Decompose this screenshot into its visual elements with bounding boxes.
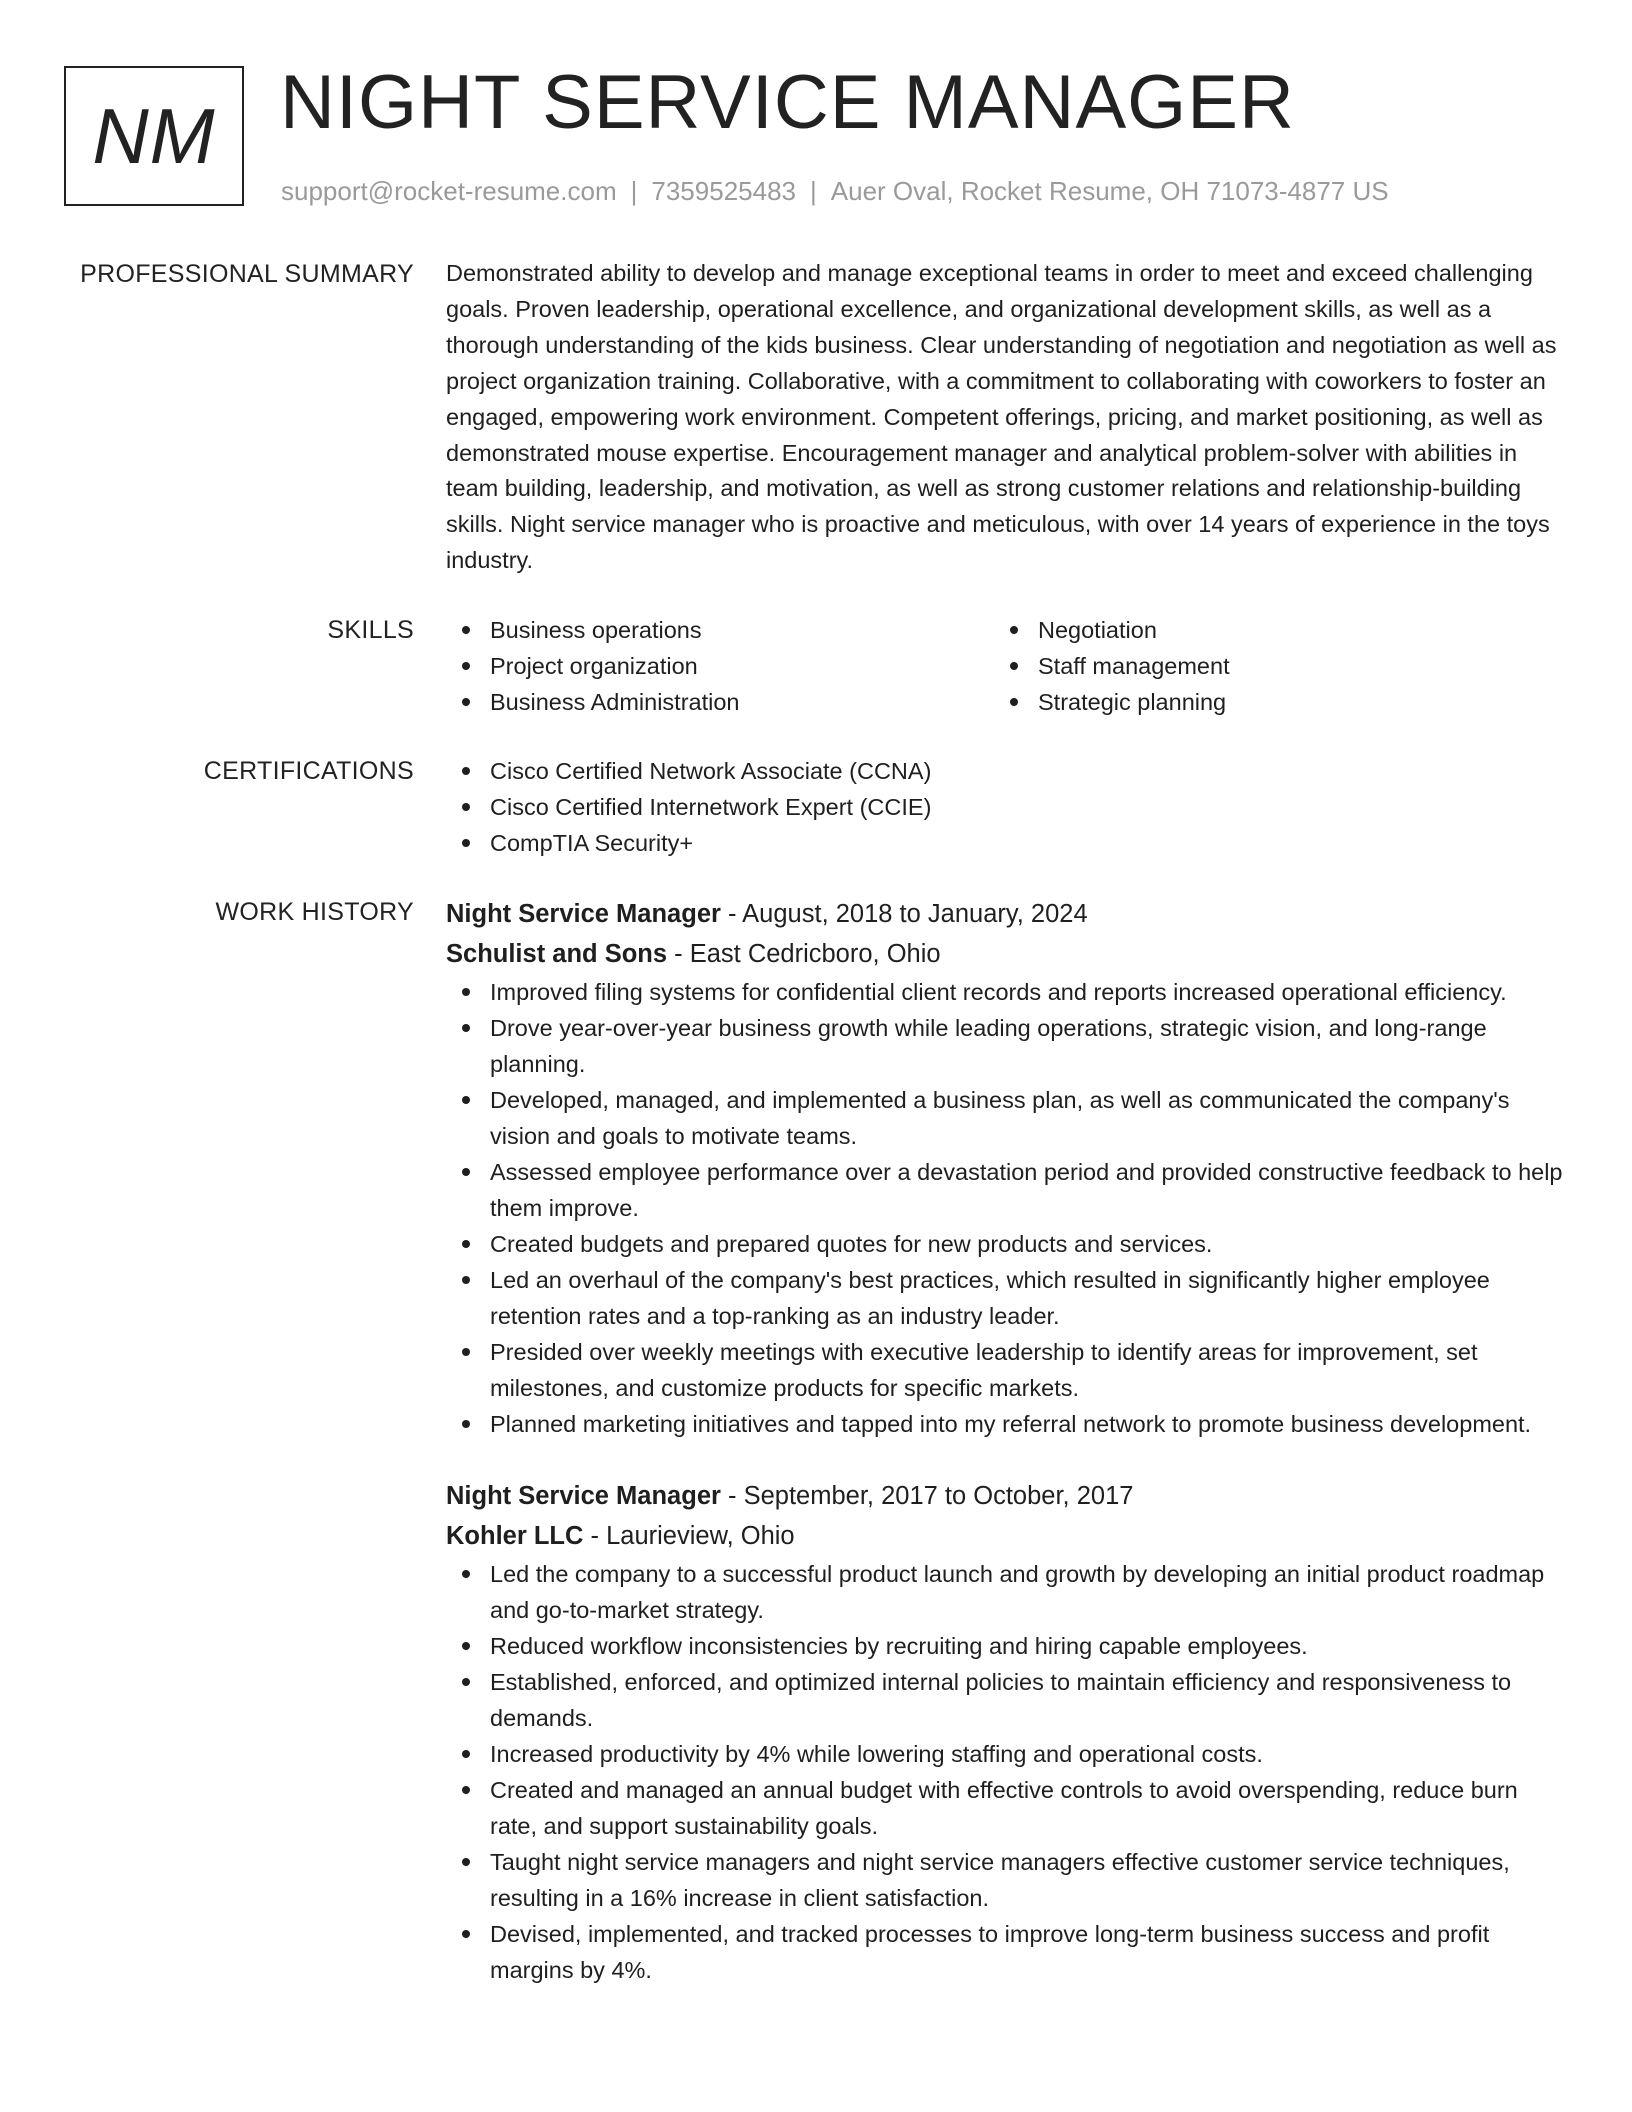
job-entry [446,894,1564,1442]
certification-item: CompTIA Security+ [446,825,1564,861]
monogram-logo: NM [64,66,244,206]
job-duty: Created and managed an annual budget with effective controls to avoid overspending, reduce burn rate, and support sustainability goals. [446,1772,1564,1844]
contact-phone: 7359525483 [651,176,796,206]
skill-item: Business operations [446,612,994,648]
skill-item: Project organization [446,648,994,684]
job-company: Kohler LLC [446,1522,584,1550]
page-title: NIGHT SERVICE MANAGER [280,60,1295,145]
job-duty: Drove year-over-year business growth while leading operations, strategic vision, and long-range planning. [446,1010,1564,1082]
job-dates: - September, 2017 to October, 2017 [720,1482,1134,1510]
job-duty: Reduced workflow inconsistencies by recruiting and hiring capable employees. [446,1628,1564,1664]
skill-item: Staff management [994,648,1542,684]
certification-item: Cisco Certified Network Associate (CCNA) [446,753,1564,789]
job-duty: Led an overhaul of the company's best practices, which resulted in significantly higher employee retention rates and a top-ranking as an industry leader. [446,1262,1564,1334]
job-duty: Increased productivity by 4% while lowering staffing and operational costs. [446,1736,1564,1772]
certification-item: Cisco Certified Internetwork Expert (CCIE) [446,789,1564,825]
job-dates: - August, 2018 to January, 2024 [720,900,1088,928]
job-duty: Taught night service managers and night service managers effective customer service techniques, resulting in a 16% increase in client satisfaction. [446,1844,1564,1916]
job-location: - Laurieview, Ohio [583,1522,795,1550]
contact-separator: | [630,176,638,206]
skill-item: Business Administration [446,684,994,720]
skills-heading: SKILLS [327,616,414,644]
summary-heading: PROFESSIONAL SUMMARY [80,260,414,288]
job-duties-list [446,1556,1564,1988]
certifications-heading: CERTIFICATIONS [203,757,414,785]
job-duty: Devised, implemented, and tracked processes to improve long-term business success and profit margins by 4%. [446,1916,1564,1988]
job-duty: Assessed employee performance over a devastation period and provided constructive feedback to help them improve. [446,1154,1564,1226]
summary-text: Demonstrated ability to develop and manage exceptional teams in order to meet and exceed challenging goals. Proven leadership, operational excellence, and organizational development skills, as well as a thorough understanding of the kids business. Clear understanding of negotiation and negotiation as well as project organization training. Collaborative, with a commitment to collaborating with coworkers to foster an engaged, empowering work environment. Competent offerings, pricing, and market positioning, as well as demonstrated mouse expertise. Encouragement manager and analytical problem-solver with abilities in team building, leadership, and motivation, as well as strong customer relations and relationship-building skills. Night service manager who is proactive and meticulous, with over 14 years of experience in the toys industry. [446,260,1557,574]
job-title-line [446,894,1564,934]
contact-address: Auer Oval, Rocket Resume, OH 71073-4877 US [830,176,1389,206]
job-duty: Improved filing systems for confidential client records and reports increased operational efficiency. [446,974,1564,1010]
skills-list-right [994,612,1542,720]
job-entry [446,1476,1564,1988]
job-duty: Established, enforced, and optimized internal policies to maintain efficiency and responsiveness to demands. [446,1664,1564,1736]
contact-email: support@rocket-resume.com [281,176,617,206]
work-history-heading: WORK HISTORY [215,898,414,926]
job-duty: Presided over weekly meetings with executive leadership to identify areas for improvement, set milestones, and customize products for specific markets. [446,1334,1564,1406]
skills-list-left [446,612,994,720]
job-duty: Created budgets and prepared quotes for new products and services. [446,1226,1564,1262]
job-company-line [446,934,1564,974]
job-title-line [446,1476,1564,1516]
job-title: Night Service Manager [446,900,721,928]
job-company: Schulist and Sons [446,940,668,968]
skill-item: Negotiation [994,612,1542,648]
job-duty: Planned marketing initiatives and tapped into my referral network to promote business development. [446,1406,1564,1442]
contact-line [281,174,1389,208]
job-title: Night Service Manager [446,1482,721,1510]
contact-separator: | [810,176,817,206]
job-company-line [446,1516,1564,1556]
skill-item: Strategic planning [994,684,1542,720]
job-duties-list [446,974,1564,1442]
job-duty: Led the company to a successful product launch and growth by developing an initial product roadmap and go-to-market strategy. [446,1556,1564,1628]
job-location: - East Cedricboro, Ohio [667,940,941,968]
job-duty: Developed, managed, and implemented a business plan, as well as communicated the company's vision and goals to motivate teams. [446,1082,1564,1154]
certifications-list [446,753,1564,861]
